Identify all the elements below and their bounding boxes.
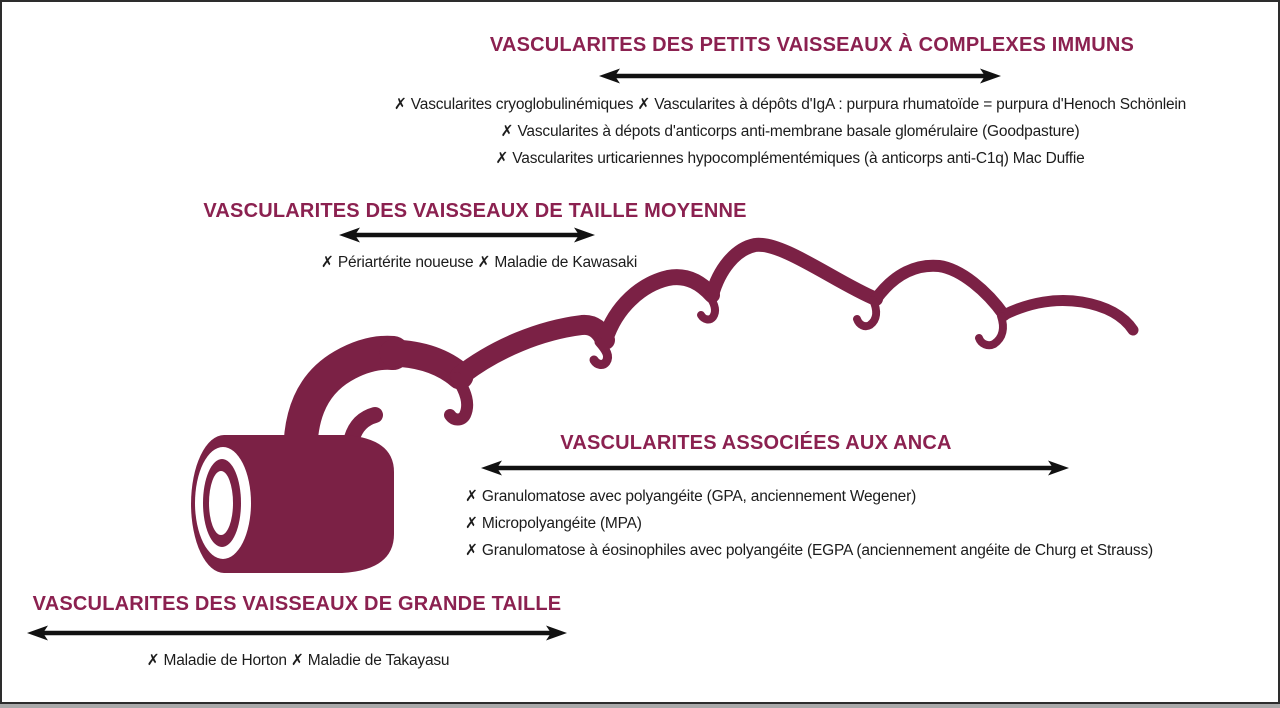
list-item: ✗ Vascularites urticariennes hypocomplémentémiques (à anticorps anti-C1q) Mac Duffie — [495, 150, 1085, 167]
list-item: ✗ Vascularites cryoglobulinémiques ✗ Vascularites à dépôts d'IgA : purpura rhumatoïde = purpura d'Henoch Schönlein — [393, 96, 1187, 113]
double-arrow-anca — [480, 458, 1070, 478]
list-item: ✗ Granulomatose à éosinophiles avec polyangéite (EGPA (anciennement angéite de Churg et Strauss) — [465, 542, 1153, 559]
double-arrow-small-vessels — [598, 66, 1002, 86]
section-title-small-vessels: VASCULARITES DES PETITS VAISSEAUX À COMPLEXES IMMUNS — [489, 34, 1135, 56]
section-title-anca: VASCULARITES ASSOCIÉES AUX ANCA — [560, 432, 952, 454]
section-title-large-vessels: VASCULARITES DES VAISSEAUX DE GRANDE TAILLE — [32, 593, 562, 615]
list-item: ✗ Périartérite noueuse ✗ Maladie de Kawasaki — [320, 254, 638, 271]
list-item: ✗ Micropolyangéite (MPA) — [465, 515, 642, 532]
double-arrow-large-vessels — [26, 623, 568, 643]
section-items-anca — [465, 483, 1225, 564]
section-items-large-vessels — [18, 647, 578, 674]
list-item: ✗ Granulomatose avec polyangéite (GPA, anciennement Wegener) — [465, 488, 917, 505]
list-item: ✗ Maladie de Horton ✗ Maladie de Takayasu — [146, 652, 450, 669]
section-items-small-vessels — [340, 91, 1240, 172]
section-title-medium-vessels: VASCULARITES DES VAISSEAUX DE TAILLE MOYENNE — [203, 200, 747, 222]
list-item: ✗ Vascularites à dépots d'anticorps anti-membrane basale glomérulaire (Goodpasture) — [500, 123, 1080, 140]
